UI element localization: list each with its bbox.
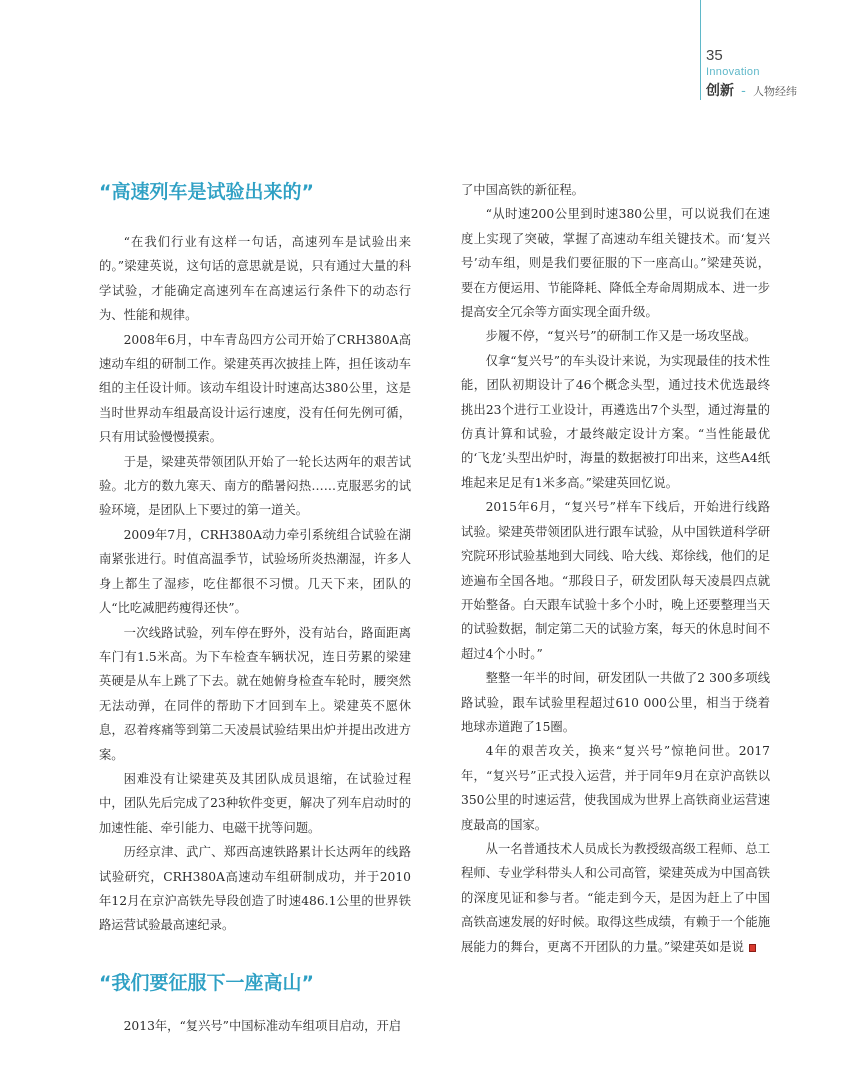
paragraph: 2008年6月，中车青岛四方公司开始了CRH380A高速动车组的研制工作。梁建英再次披挂上阵，担任该动车组的主任设计师。该动车组设计时速高达380公里，这是当时世界动车组最高设计运行速度，没有任何先例可循，只有用试验慢慢摸索。: [99, 332, 411, 445]
paragraph: 步履不停，“复兴号”的研制工作又是一场攻坚战。: [485, 329, 757, 344]
paragraph: 困难没有让梁建英及其团队成员退缩，在试验过程中，团队先后完成了23种软件变更，解决了列车启动时的加速性能、牵引能力、电磁干扰等问题。: [99, 771, 411, 835]
section-title-en: Innovation: [706, 66, 760, 78]
page-number: 35: [706, 47, 723, 64]
paragraph: 一次线路试验，列车停在野外，没有站台，路面距离车门有1.5米高。为下车检查车辆状况，连日劳累的梁建英硬是从车上跳了下去。就在她俯身检查车轮时，腰突然无法动弹，在同伴的帮助下才回到车上。梁建英不愿休息，忍着疼痛等到第二天凌晨试验结果出炉并提出改进方案。: [99, 625, 411, 762]
paragraph: 仅拿“复兴号”的车头设计来说，为实现最佳的技术性能，团队初期设计了46个概念头型，通过技术优选最终挑出23个进行工业设计，再遴选出7个头型，通过海量的仿真计算和试验，才最终敲定设计方案。“当性能最优的‘飞龙’头型出炉时，海量的数据被打印出来，这些A4纸堆起来足足有1米多高。”梁建英回忆说。: [461, 353, 770, 490]
paragraph-final: [461, 837, 770, 959]
section-title-cn: 创新: [706, 83, 734, 99]
heading-2: “我们要征服下一座高山”: [99, 971, 314, 994]
paragraph: 2015年6月，“复兴号”样车下线后，开始进行线路试验。梁建英带领团队进行跟车试验，从中国铁道科学研究院环形试验基地到大同线、哈大线、郑徐线，他们的足迹遍布全国各地。“那段日子，研发团队每天凌晨四点就开始整备。白天跟车试验十多个小时，晚上还要整理当天的试验数据，制定第二天的试验方案，每天的休息时间不超过4个小时。”: [461, 500, 770, 661]
paragraph-continuation: 了中国高铁的新征程。: [461, 183, 584, 197]
left-column: [99, 178, 411, 1038]
paragraph: 4年的艰苦攻关，换来“复兴号”惊艳问世。2017年，“复兴号”正式投入运营，并于同年9月在京沪高铁以350公里的时速运营，使我国成为世界上高铁商业运营速度最高的国家。: [461, 744, 770, 832]
subsection-title: 人物经纬: [752, 85, 797, 98]
header-divider-line: [700, 0, 701, 100]
end-mark-icon: [749, 944, 756, 952]
paragraph: 历经京津、武广、郑西高速铁路累计长达两年的线路试验研究，CRH380A高速动车组研制成功，并于2010年12月在京沪高铁先导段创造了时速486.1公里的世界铁路运营试验最高速纪录。: [99, 845, 411, 933]
heading-1: “高速列车是试验出来的”: [99, 181, 314, 203]
paragraph: “在我们行业有这样一句话，高速列车是试验出来的。”梁建英说，这句话的意思就是说，只有通过大量的科学试验，才能确定高速列车在高速运行条件下的动态行为、性能和规律。: [99, 235, 411, 323]
final-text: 从一名普通技术人员成长为教授级高级工程师、总工程师、专业学科带头人和公司高管，梁建英成为中国高铁的深度见证和参与者。“能走到今天，是因为赶上了中国高铁高速发展的好时候。取得这些成绩，有赖于一个能施展能力的舞台，更离不开团队的力量。”梁建英如是说: [461, 841, 770, 954]
paragraph: “从时速200公里到时速380公里，可以说我们在速度上实现了突破，掌握了高速动车组关键技术。而‘复兴号’动车组，则是我们要征服的下一座高山。”梁建英说，要在方便运用、节能降耗、降低全寿命周期成本、进一步提高安全冗余等方面实现全面升级。: [461, 207, 770, 320]
section-title: [706, 80, 797, 100]
section-separator: -: [741, 84, 746, 99]
paragraph: 2009年7月，CRH380A动力牵引系统组合试验在湖南紧张进行。时值高温季节，试验场所炎热潮湿，许多人身上都生了湿疹，吃住都很不习惯。几天下来，团队的人“比吃减肥药瘦得还快”。: [99, 527, 411, 616]
paragraph: 整整一年半的时间，研发团队一共做了2 300多项线路试验，跟车试验里程超过610 000公里，相当于绕着地球赤道跑了15圈。: [461, 671, 770, 734]
paragraph: 2013年，“复兴号”中国标准动车组项目启动，开启: [123, 1018, 402, 1033]
right-column: [461, 178, 770, 959]
paragraph: 于是，梁建英带领团队开始了一轮长达两年的艰苦试验。北方的数九寒天、南方的酷暑闷热……克服恶劣的试验环境，是团队上下要过的第一道关。: [99, 454, 411, 518]
